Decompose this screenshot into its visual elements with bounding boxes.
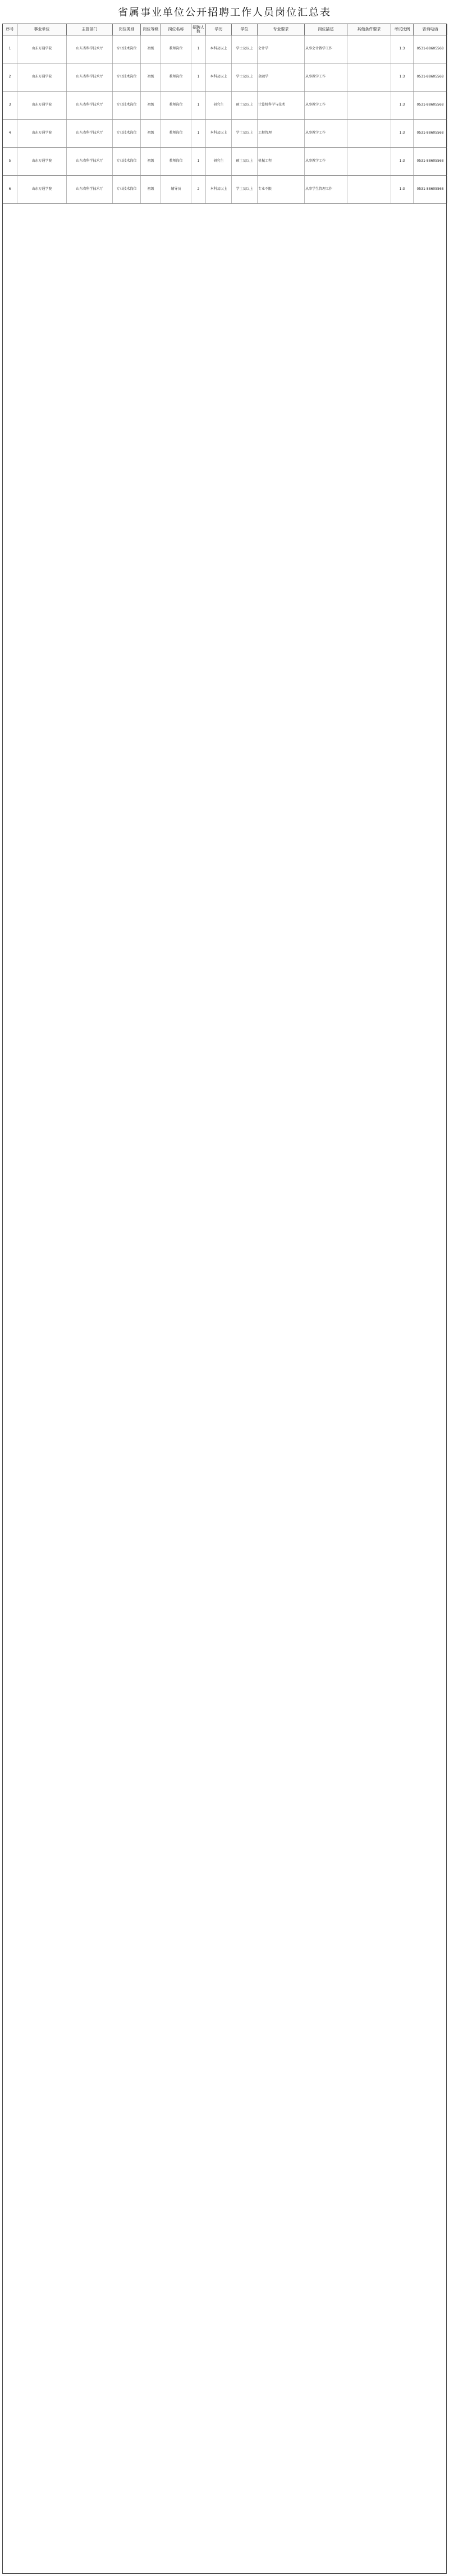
cell-num: 1 — [191, 63, 206, 91]
cell-major: 计算机科学与技术 — [258, 92, 305, 119]
cell-dept: 山东省科学技术厅 — [67, 35, 113, 63]
cell-other — [347, 92, 391, 119]
cell-degree: 学士及以上 — [232, 63, 258, 91]
cell-no: 1 — [3, 35, 17, 63]
cell-edu: 本科及以上 — [206, 35, 232, 63]
cell-degree: 硕士及以上 — [232, 148, 258, 175]
cell-no: 2 — [3, 63, 17, 91]
cell-name: 教师岗位 — [161, 120, 191, 147]
table-row — [3, 63, 446, 92]
cell-cat: 专业技术岗位 — [113, 148, 141, 175]
cell-degree: 硕士及以上 — [232, 92, 258, 119]
cell-level: 初级 — [141, 35, 161, 63]
cell-phone: 0531-88605568 — [414, 63, 447, 91]
cell-major: 工程管理 — [258, 120, 305, 147]
cell-other — [347, 120, 391, 147]
cell-phone: 0531-88605568 — [414, 35, 447, 63]
cell-name: 教师岗位 — [161, 63, 191, 91]
cell-no: 4 — [3, 120, 17, 147]
cell-unit: 山东万通学院 — [17, 35, 67, 63]
cell-edu: 本科及以上 — [206, 176, 232, 203]
cell-cat: 专业技术岗位 — [113, 63, 141, 91]
column-header: 咨询电话 — [414, 24, 447, 35]
table-row — [3, 148, 446, 176]
cell-major: 金融学 — [258, 63, 305, 91]
cell-dept: 山东省科学技术厅 — [67, 63, 113, 91]
cell-desc: 从事教学工作 — [305, 63, 347, 91]
table-body — [3, 35, 446, 2573]
page-title: 省属事业单位公开招聘工作人员岗位汇总表 — [118, 7, 331, 19]
cell-ratio: 1:3 — [391, 35, 414, 63]
table-row — [3, 92, 446, 120]
table-row — [3, 120, 446, 148]
cell-no: 5 — [3, 148, 17, 175]
column-header: 序号 — [3, 24, 17, 35]
cell-dept: 山东省科学技术厅 — [67, 92, 113, 119]
cell-dept: 山东省科学技术厅 — [67, 176, 113, 203]
cell-other — [347, 63, 391, 91]
cell-name: 教师岗位 — [161, 92, 191, 119]
cell-cat: 专业技术岗位 — [113, 176, 141, 203]
cell-degree: 学士及以上 — [232, 176, 258, 203]
cell-edu: 本科及以上 — [206, 120, 232, 147]
column-header: 招聘人数 — [191, 24, 206, 35]
cell-ratio: 1:3 — [391, 176, 414, 203]
cell-major: 会计学 — [258, 35, 305, 63]
table-row — [3, 176, 446, 204]
cell-major: 机械工程 — [258, 148, 305, 175]
table-header — [3, 24, 446, 35]
cell-phone: 0531-88605568 — [414, 120, 447, 147]
cell-ratio: 1:3 — [391, 148, 414, 175]
cell-edu: 研究生 — [206, 92, 232, 119]
cell-level: 初级 — [141, 63, 161, 91]
cell-unit: 山东万通学院 — [17, 176, 67, 203]
cell-cat: 专业技术岗位 — [113, 35, 141, 63]
cell-num: 1 — [191, 148, 206, 175]
column-header: 其他条件要求 — [347, 24, 391, 35]
cell-other — [347, 176, 391, 203]
column-header: 岗位描述 — [305, 24, 347, 35]
cell-name: 辅导员 — [161, 176, 191, 203]
cell-cat: 专业技术岗位 — [113, 120, 141, 147]
column-header: 考试比例 — [391, 24, 414, 35]
cell-no: 3 — [3, 92, 17, 119]
cell-dept: 山东省科学技术厅 — [67, 148, 113, 175]
cell-desc: 从事教学工作 — [305, 148, 347, 175]
cell-unit: 山东万通学院 — [17, 63, 67, 91]
cell-level: 初级 — [141, 148, 161, 175]
cell-ratio: 1:3 — [391, 120, 414, 147]
column-header: 学位 — [232, 24, 258, 35]
column-header: 岗位类别 — [113, 24, 141, 35]
cell-ratio: 1:3 — [391, 92, 414, 119]
column-header: 主管部门 — [67, 24, 113, 35]
cell-num: 1 — [191, 92, 206, 119]
cell-unit: 山东万通学院 — [17, 92, 67, 119]
cell-num: 1 — [191, 120, 206, 147]
cell-desc: 从事会计教学工作 — [305, 35, 347, 63]
cell-degree: 学士及以上 — [232, 120, 258, 147]
column-header: 岗位名称 — [161, 24, 191, 35]
cell-no: 6 — [3, 176, 17, 203]
cell-level: 初级 — [141, 120, 161, 147]
cell-phone: 0531-88605568 — [414, 176, 447, 203]
cell-desc: 从事学生管理工作 — [305, 176, 347, 203]
cell-level: 初级 — [141, 176, 161, 203]
cell-edu: 研究生 — [206, 148, 232, 175]
cell-ratio: 1:3 — [391, 63, 414, 91]
cell-phone: 0531-88605568 — [414, 148, 447, 175]
column-header: 岗位等级 — [141, 24, 161, 35]
cell-degree: 学士及以上 — [232, 35, 258, 63]
cell-unit: 山东万通学院 — [17, 120, 67, 147]
cell-phone: 0531-88605568 — [414, 92, 447, 119]
cell-level: 初级 — [141, 92, 161, 119]
cell-desc: 从事教学工作 — [305, 92, 347, 119]
cell-unit: 山东万通学院 — [17, 148, 67, 175]
cell-edu: 本科及以上 — [206, 63, 232, 91]
cell-major: 专业不限 — [258, 176, 305, 203]
cell-other — [347, 35, 391, 63]
column-header: 学历 — [206, 24, 232, 35]
cell-desc: 从事教学工作 — [305, 120, 347, 147]
column-header: 专业要求 — [258, 24, 305, 35]
cell-other — [347, 148, 391, 175]
cell-num: 2 — [191, 176, 206, 203]
cell-dept: 山东省科学技术厅 — [67, 120, 113, 147]
cell-name: 教师岗位 — [161, 35, 191, 63]
cell-name: 教师岗位 — [161, 148, 191, 175]
job-table — [2, 24, 447, 2574]
cell-num: 1 — [191, 35, 206, 63]
column-header: 事业单位 — [17, 24, 67, 35]
table-row — [3, 35, 446, 63]
cell-cat: 专业技术岗位 — [113, 92, 141, 119]
